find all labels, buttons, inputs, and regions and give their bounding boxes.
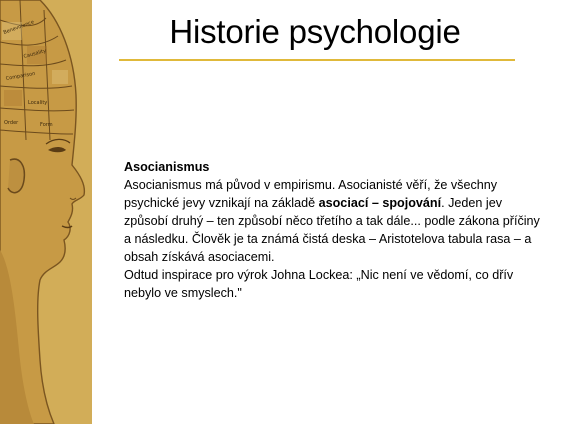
svg-text:Locality: Locality: [28, 100, 48, 106]
paragraph-locke-quote: Odtud inspirace pro výrok Johna Lockea: „Nic není ve vědomí, co dřív nebylo ve smyslech.": [124, 268, 514, 300]
slide-title: Historie psychologie: [169, 13, 461, 50]
emphasis-asociaci: asociací – spojování: [318, 196, 442, 210]
paragraph-text-start: Asocianismus má původ v empirismu. Asocianisté věří, že všechny psychické jevy vznikají na základě: [124, 178, 498, 210]
slide-body: [124, 158, 544, 302]
phrenology-head-icon: [0, 0, 92, 424]
svg-text:Benevolence: Benevolence: [2, 19, 35, 36]
paragraph-asocianismus: [124, 176, 544, 266]
paragraph-text-end: . Jeden jev způsobí druhý – ten způsobí něco třetího a tak dále... podle zákona příčiny a následku. Člověk je ta známá čistá deska – Aristotelova tabula rasa – a obsah získává asociacemi.: [124, 196, 540, 264]
svg-text:Form: Form: [40, 122, 53, 128]
svg-text:Comparison: Comparison: [5, 70, 36, 82]
svg-text:Order: Order: [4, 120, 19, 126]
phrenology-head-image: [0, 0, 92, 424]
svg-text:Causality: Causality: [22, 48, 47, 60]
title-underline: [119, 59, 515, 61]
section-heading: Asocianismus: [124, 160, 210, 174]
